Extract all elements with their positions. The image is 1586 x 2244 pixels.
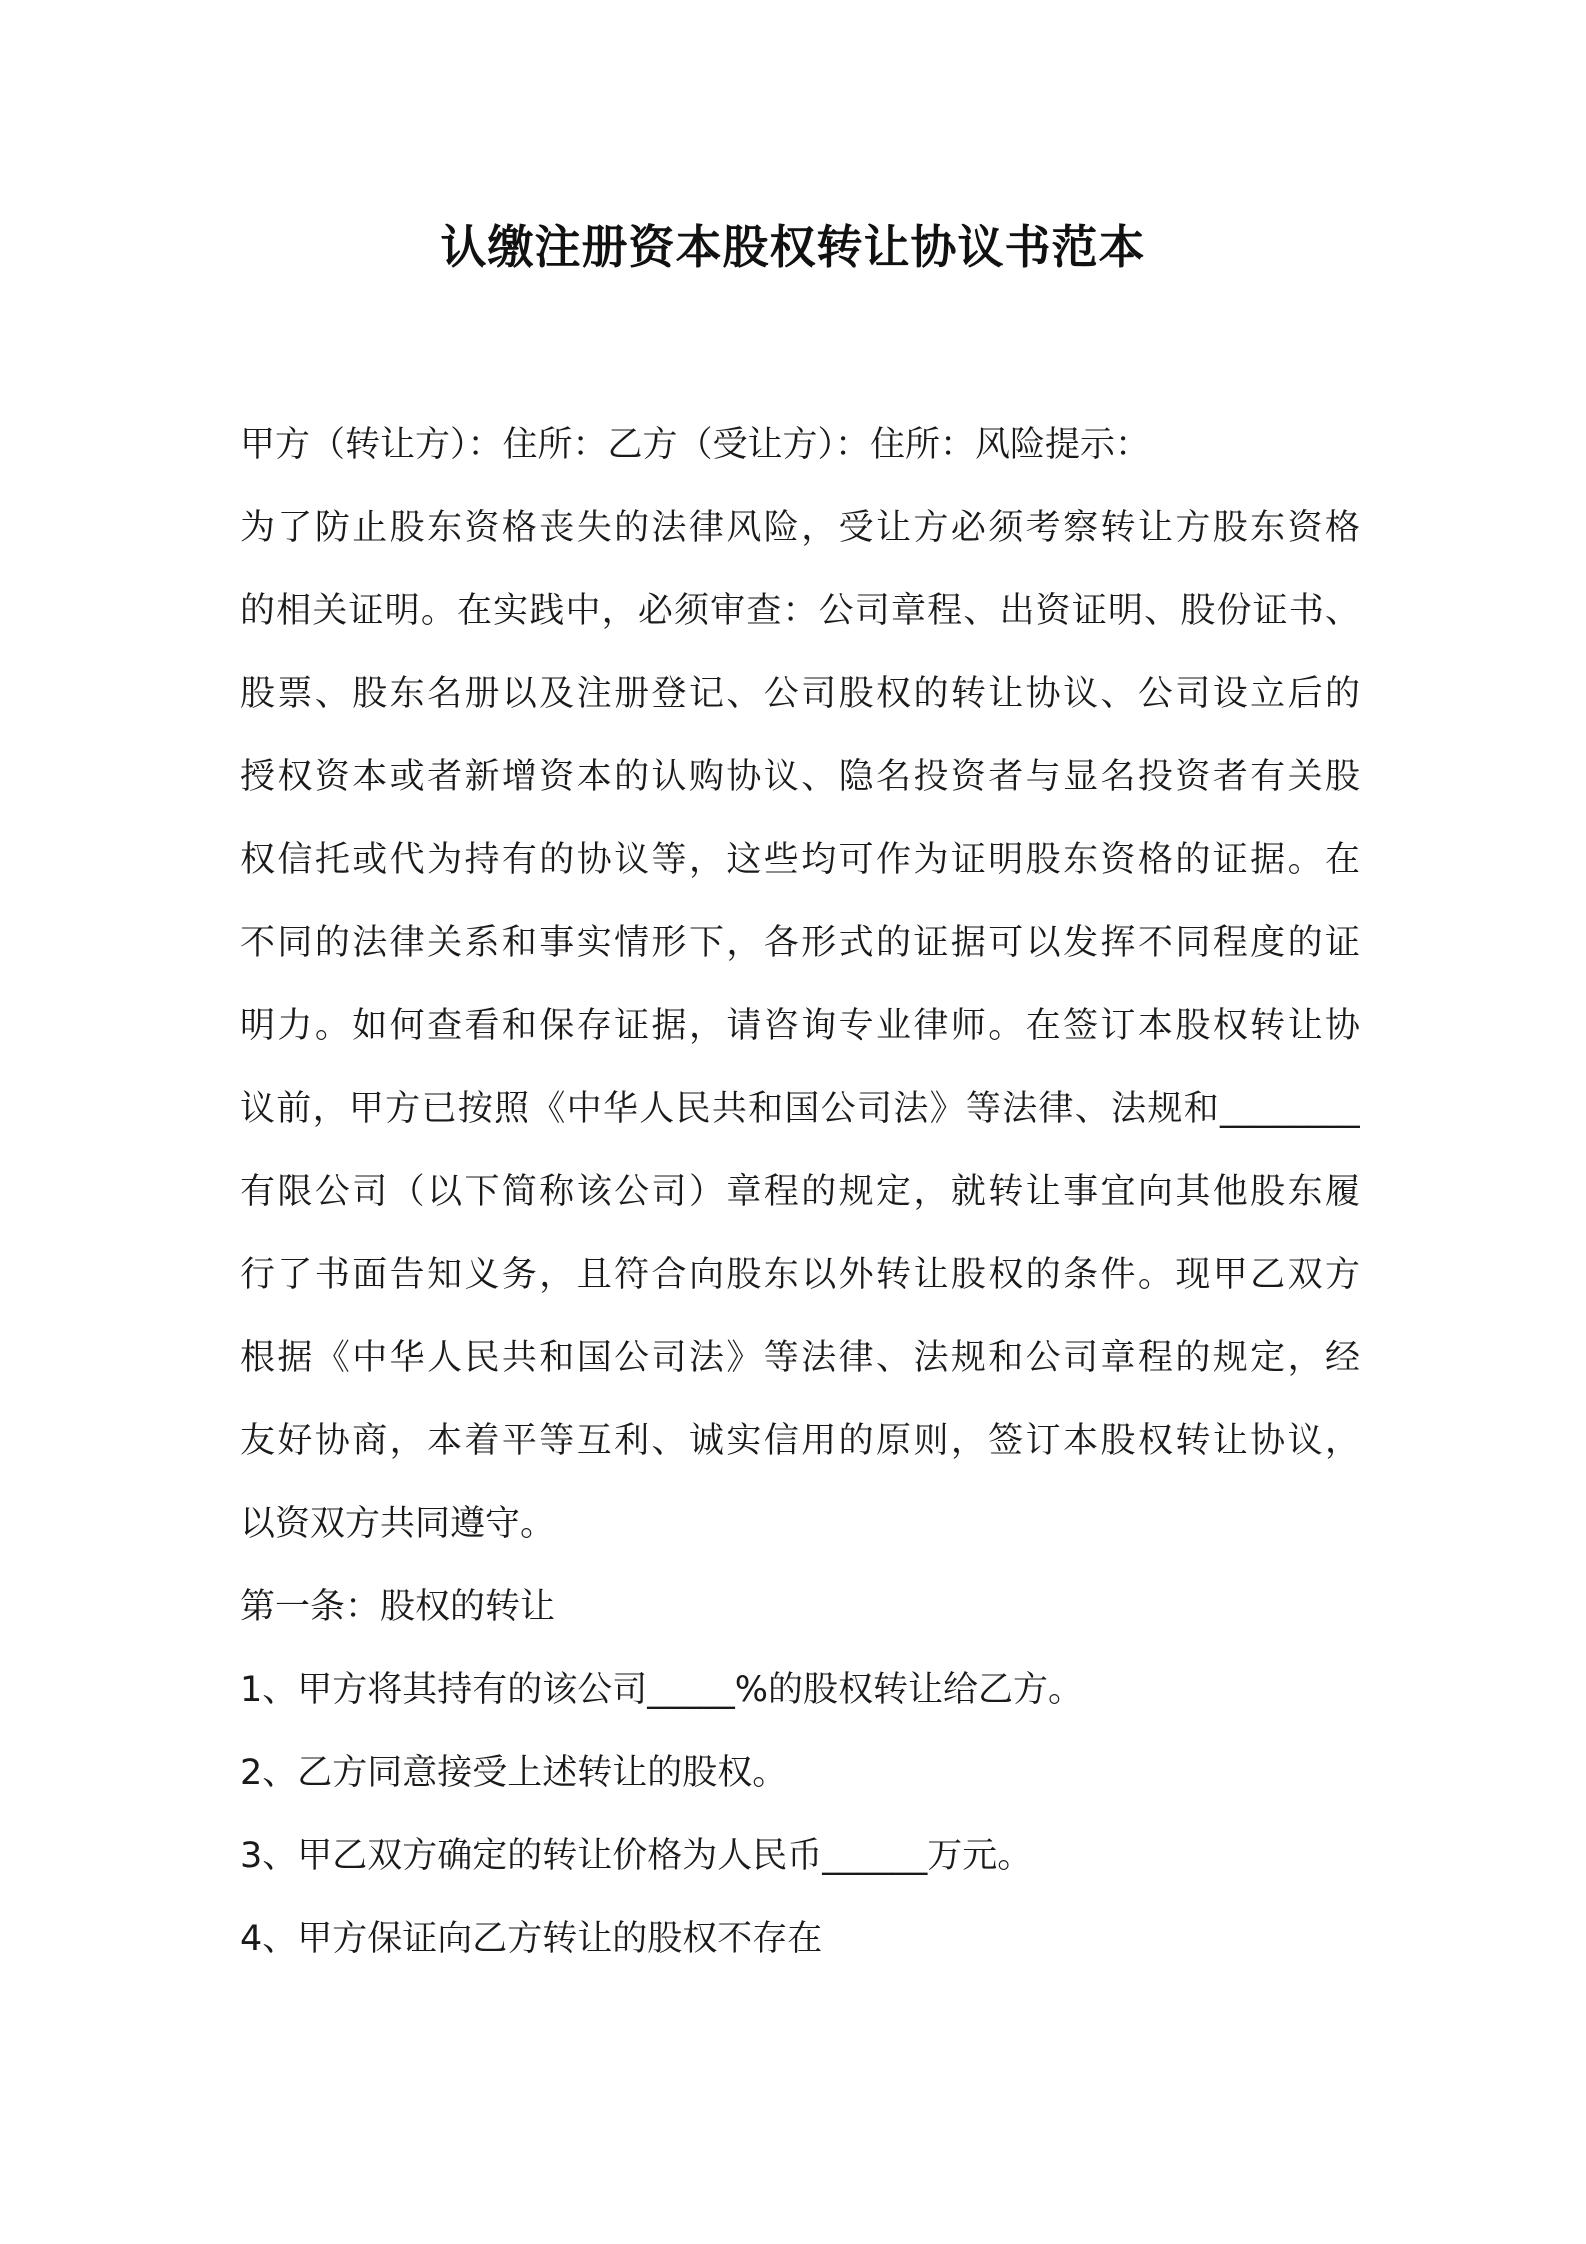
document-body (240, 404, 1360, 1981)
preamble-line: 有限公司（以下简称该公司）章程的规定，就转让事宜向其他股东履 (240, 1172, 1360, 1212)
clause-item: 4、甲方保证向乙方转让的股权不存在 (240, 1919, 823, 1959)
preamble-line: 行了书面告知义务，且符合向股东以外转让股权的条件。现甲乙双方 (240, 1255, 1360, 1295)
risk-paragraph-line: 明力。如何查看和保存证据，请咨询专业律师。在签订本股权转让协 (240, 1006, 1360, 1046)
document-title: 认缴注册资本股权转让协议书范本 (440, 220, 1146, 274)
preamble-line: 友好协商，本着平等互利、诚实信用的原则，签订本股权转让协议， (240, 1421, 1360, 1461)
risk-paragraph-line: 的相关证明。在实践中，必须审查：公司章程、出资证明、股份证书、 (240, 591, 1360, 631)
article-heading: 第一条：股权的转让 (240, 1587, 556, 1627)
preamble-line: 根据《中华人民共和国公司法》等法律、法规和公司章程的规定，经 (240, 1338, 1360, 1378)
preamble-line: 以资双方共同遵守。 (240, 1504, 556, 1544)
clause-item: 2、乙方同意接受上述转让的股权。 (240, 1753, 788, 1793)
clause-item: 3、甲乙双方确定的转让价格为人民币______万元。 (240, 1836, 1033, 1876)
risk-paragraph-line: 为了防止股东资格丧失的法律风险，受让方必须考察转让方股东资格 (240, 508, 1360, 548)
risk-paragraph-line: 权信托或代为持有的协议等，这些均可作为证明股东资格的证据。在 (240, 840, 1360, 880)
risk-paragraph-line: 股票、股东名册以及注册登记、公司股权的转让协议、公司设立后的 (240, 674, 1360, 714)
risk-paragraph-line: 不同的法律关系和事实情形下，各形式的证据可以发挥不同程度的证 (240, 923, 1360, 963)
preamble-line: 议前，甲方已按照《中华人民共和国公司法》等法律、法规和________ (240, 1089, 1360, 1129)
risk-paragraph-line: 授权资本或者新增资本的认购协议、隐名投资者与显名投资者有关股 (240, 757, 1360, 797)
parties-line: 甲方（转让方）：住所：乙方（受让方）：住所：风险提示： (240, 425, 1151, 465)
clause-item: 1、甲方将其持有的该公司_____%的股权转让给乙方。 (240, 1670, 1084, 1710)
